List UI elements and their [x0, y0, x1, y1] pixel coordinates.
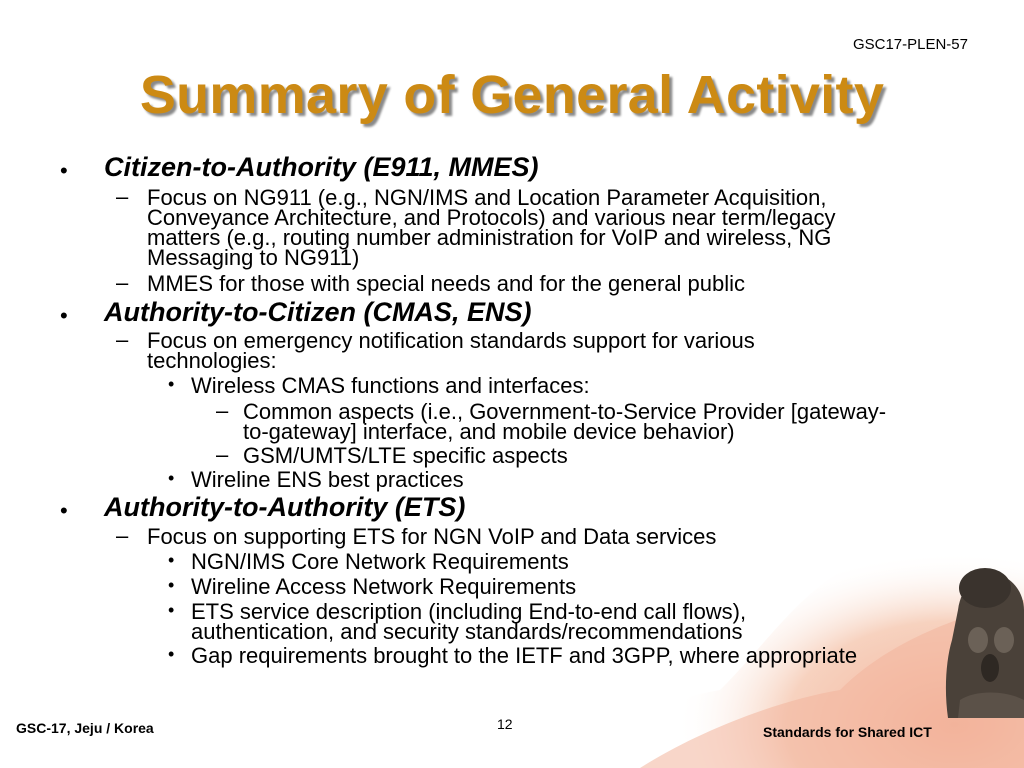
dash-marker: – [216, 398, 229, 423]
bullet-marker: • [60, 303, 68, 328]
dash-marker: – [116, 184, 129, 209]
section-heading: Authority-to-Citizen (CMAS, ENS) [104, 297, 532, 327]
dash-marker: – [116, 327, 129, 352]
dash-marker: – [116, 523, 129, 548]
list-item: NGN/IMS Core Network Requirements [191, 549, 569, 574]
list-item: Wireline Access Network Requirements [191, 574, 577, 599]
bullet-marker: • [60, 158, 68, 183]
list-item: Wireline ENS best practices [191, 467, 464, 492]
section-heading: Citizen-to-Authority (E911, MMES) [104, 152, 539, 182]
list-item: ETS service description (including End-to-end call flows), authentication, and security standards/recommendations [191, 599, 747, 644]
dash-marker: – [216, 442, 229, 467]
bullet-marker: • [168, 644, 175, 664]
footer-event: GSC-17, Jeju / Korea [16, 720, 154, 736]
bullet-marker: • [168, 600, 175, 620]
bullet-marker: • [168, 550, 175, 570]
list-item: GSM/UMTS/LTE specific aspects [243, 443, 568, 468]
list-item: Focus on supporting ETS for NGN VoIP and Data services [147, 524, 717, 549]
bullet-marker: • [168, 575, 175, 595]
section-heading: Authority-to-Authority (ETS) [104, 492, 466, 522]
list-item: Gap requirements brought to the IETF and 3GPP, where appropriate [191, 643, 858, 668]
bullet-marker: • [168, 468, 175, 488]
list-item: Common aspects (i.e., Government-to-Service Provider [gateway- to-gateway] interface, and mobile device behavior) [243, 399, 887, 444]
bullet-marker: • [60, 498, 68, 523]
bullet-marker: • [168, 374, 175, 394]
dash-marker: – [116, 270, 129, 295]
page-number: 12 [497, 716, 513, 732]
list-item: Focus on emergency notification standards support for various technologies: [147, 328, 755, 373]
document-id: GSC17-PLEN-57 [852, 36, 968, 53]
footer-slogan: Standards for Shared ICT [763, 724, 932, 740]
list-item: Wireless CMAS functions and interfaces: [191, 373, 590, 398]
list-item: Focus on NG911 (e.g., NGN/IMS and Location Parameter Acquisition, Conveyance Architecture, and Protocols) and various near term/legacy matters (e.g., routing number administration for VoIP and wireless, NG Messaging to NG911) [147, 185, 836, 270]
slide-title: Summary of General Activity [139, 65, 885, 125]
list-item: MMES for those with special needs and for the general public [147, 271, 745, 296]
